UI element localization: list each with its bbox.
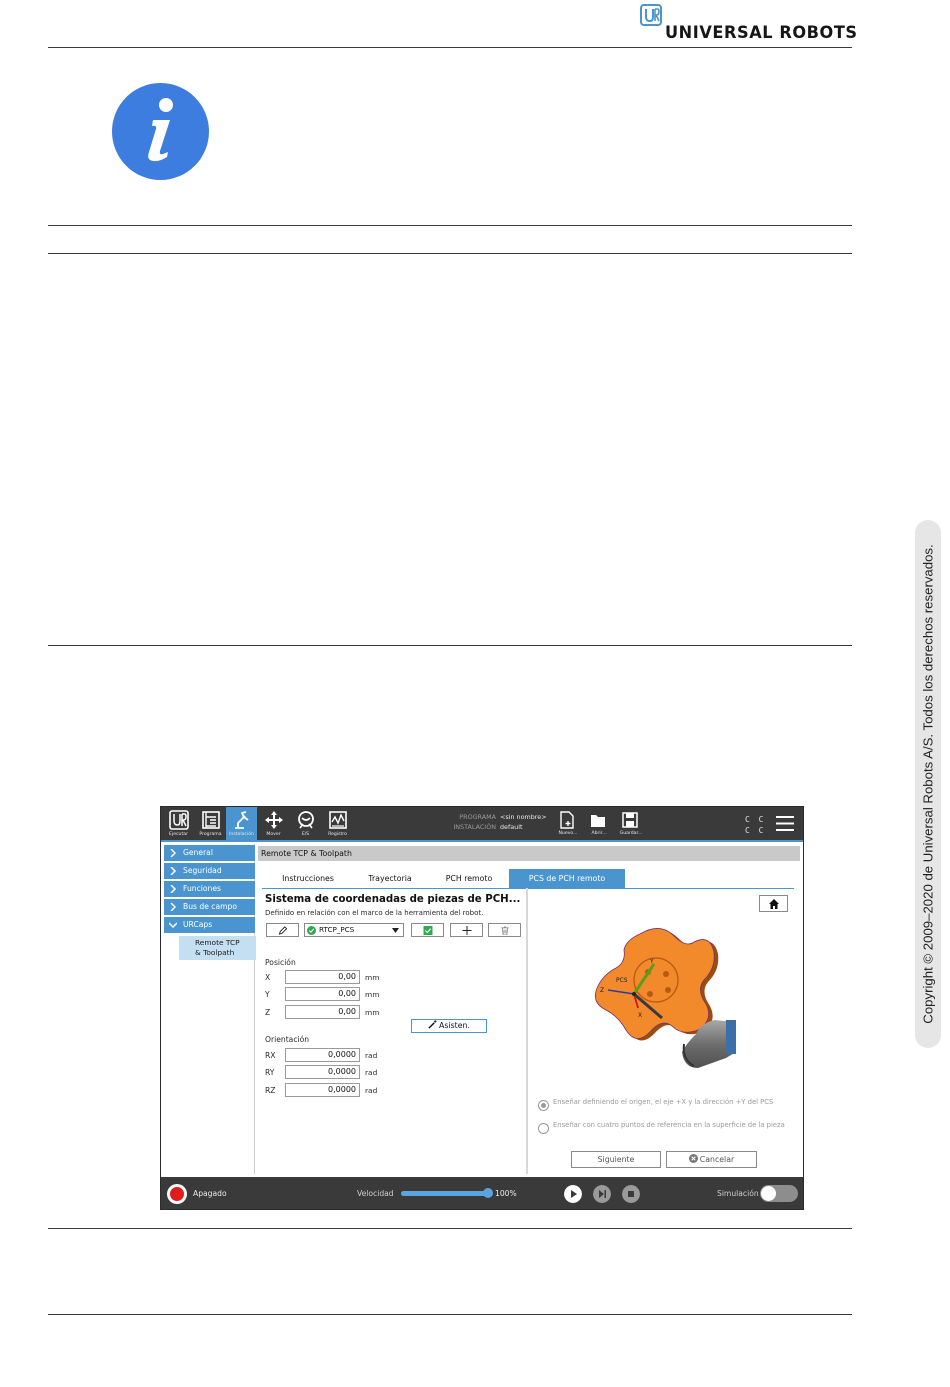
divider-rule xyxy=(48,253,852,254)
cancel-button[interactable] xyxy=(666,1151,757,1168)
topbar-accent xyxy=(161,840,803,842)
orientation-rz-field[interactable]: 0,0000 xyxy=(285,1083,360,1097)
content-title: Remote TCP & Toolpath xyxy=(258,846,800,861)
footer-rule xyxy=(48,1314,852,1315)
nav-installation-button[interactable] xyxy=(226,807,257,840)
option-text: Enseñar con cuatro puntos de referencia en la superficie de la pieza xyxy=(553,1121,785,1129)
delete-button[interactable] xyxy=(488,923,521,937)
sidebar-item-label: Funciones xyxy=(183,884,221,893)
radio-selected[interactable] xyxy=(538,1100,549,1111)
orientation-rx-field[interactable]: 0,0000 xyxy=(285,1048,360,1062)
sidebar-item-label: Bus de campo xyxy=(183,902,237,911)
radio-unselected[interactable] xyxy=(538,1123,549,1134)
plus-icon xyxy=(462,926,472,935)
nav-move-button[interactable] xyxy=(258,807,289,840)
program-icon xyxy=(201,810,221,830)
copyright-text: Copyright © 2009–2020 de Universal Robots A/S. Todos los derechos reservados. xyxy=(920,544,936,1024)
ur-logo-icon xyxy=(640,4,662,26)
speed-slider-handle[interactable] xyxy=(483,1188,493,1198)
sidebar-item-bus-de-campo[interactable] xyxy=(164,899,255,915)
position-x-field[interactable]: 0,00 xyxy=(285,970,360,984)
pcs-subtitle: Definido en relación con el marco de la herramienta del robot. xyxy=(265,909,484,917)
tab-pch-remoto[interactable]: PCH remoto xyxy=(445,874,493,883)
sidebar-item-urcaps[interactable] xyxy=(164,917,255,933)
sidebar-item-remote-tcp-toolpath[interactable] xyxy=(179,936,256,960)
pcs-dropdown-value: RTCP_PCS xyxy=(319,925,355,934)
divider-rule xyxy=(48,1228,852,1229)
check-circle-icon xyxy=(307,926,316,935)
program-line xyxy=(411,813,547,821)
axis-rx-label: RX xyxy=(265,1051,276,1060)
tab-instrucciones[interactable]: Instrucciones xyxy=(282,874,334,883)
nav-run-label: Ejecutar xyxy=(169,832,188,837)
nav-installation-label: Instalación xyxy=(229,832,254,837)
unit-mm: mm xyxy=(365,1008,380,1017)
set-default-button[interactable] xyxy=(411,923,444,937)
option-origin-axes[interactable] xyxy=(538,1098,790,1116)
nav-program-label: Programa xyxy=(199,832,222,837)
divider-rule xyxy=(48,225,852,226)
sidebar-item-seguridad[interactable] xyxy=(164,863,255,879)
wizard-button[interactable] xyxy=(411,1019,487,1033)
sidebar-item-label: URCaps xyxy=(183,920,213,929)
tab-trayectoria[interactable]: Trayectoria xyxy=(368,874,412,883)
tab-pcs-de-pch-remoto[interactable]: PCS de PCH remoto xyxy=(509,869,625,888)
program-name: <sin nombre> xyxy=(500,813,547,821)
home-icon xyxy=(769,899,779,909)
simulation-toggle-knob xyxy=(761,1186,776,1201)
cancel-label: Cancelar xyxy=(699,1155,735,1164)
nav-log-label: Registro xyxy=(328,832,347,837)
unit-mm: mm xyxy=(365,990,380,999)
magic-wand-icon xyxy=(428,1020,437,1029)
new-file-label: Nuevo... xyxy=(558,831,578,836)
polyscope-screenshot xyxy=(160,806,804,1210)
speed-value: 100% xyxy=(495,1189,517,1198)
chevron-right-icon xyxy=(169,849,177,857)
position-y-field[interactable]: 0,00 xyxy=(285,987,360,1001)
divider-rule xyxy=(48,645,852,646)
option-four-points[interactable] xyxy=(538,1121,790,1139)
trash-icon xyxy=(500,926,510,935)
close-circle-icon xyxy=(689,1154,698,1163)
chevron-down-icon xyxy=(169,921,177,929)
axis-rz-label: RZ xyxy=(265,1086,276,1095)
add-button[interactable] xyxy=(450,923,483,937)
z-axis-diagram-label: Z xyxy=(600,987,605,994)
unit-rad: rad xyxy=(365,1051,378,1060)
unit-rad: rad xyxy=(365,1068,378,1077)
top-navigation-bar xyxy=(161,807,803,840)
installation-robot-icon xyxy=(232,810,252,830)
nav-io-button[interactable] xyxy=(290,807,321,840)
brand-name: UNIVERSAL ROBOTS xyxy=(665,23,858,43)
installation-sidebar xyxy=(163,844,255,1174)
workpiece-pcs-illustration xyxy=(586,924,746,1084)
installation-name: default xyxy=(500,823,523,831)
position-label: Posición xyxy=(265,958,296,967)
pcs-diagram-label: PCS xyxy=(616,977,628,984)
installation-line xyxy=(411,823,523,831)
main-content xyxy=(256,844,802,1174)
folder-icon xyxy=(590,811,606,829)
universal-robots-logo xyxy=(640,4,858,44)
nav-program-button[interactable] xyxy=(195,807,226,840)
wizard-label: Asisten. xyxy=(439,1021,470,1030)
sidebar-item-general[interactable] xyxy=(164,845,255,861)
io-icon xyxy=(296,810,316,830)
nav-move-label: Mover xyxy=(266,832,281,837)
tab-underline xyxy=(262,888,794,889)
new-file-icon xyxy=(559,811,575,829)
speed-slider-fill xyxy=(401,1191,488,1196)
y-axis-diagram-label: Y xyxy=(650,958,654,965)
log-chart-icon xyxy=(328,810,348,830)
axis-y-label: Y xyxy=(265,990,270,999)
pencil-icon xyxy=(278,926,288,935)
orientation-label: Orientación xyxy=(265,1035,310,1044)
cc-line: C C xyxy=(745,815,766,824)
sidebar-item-label: General xyxy=(183,848,213,857)
pcs-title: Sistema de coordenadas de piezas de PCH... xyxy=(265,894,521,905)
hamburger-menu-icon[interactable] xyxy=(775,815,795,832)
open-file-button[interactable] xyxy=(585,809,613,839)
position-z-field[interactable]: 0,00 xyxy=(285,1005,360,1019)
pcs-dropdown[interactable] xyxy=(304,923,404,937)
header-rule xyxy=(48,47,852,48)
sidebar-item-label: Seguridad xyxy=(183,866,222,875)
axis-x-label: X xyxy=(265,973,271,982)
power-button[interactable] xyxy=(167,1184,187,1204)
default-check-icon xyxy=(423,926,433,935)
sidebar-item-funciones[interactable] xyxy=(164,881,255,897)
sidebar-sub-label: & Toolpath xyxy=(195,947,235,957)
info-circle-icon xyxy=(112,83,209,180)
chevron-right-icon xyxy=(169,867,177,875)
save-disk-icon xyxy=(622,811,638,829)
orientation-ry-field[interactable]: 0,0000 xyxy=(285,1065,360,1079)
unit-rad: rad xyxy=(365,1086,378,1095)
nav-run-button[interactable] xyxy=(163,807,194,840)
rename-button[interactable] xyxy=(266,923,299,937)
stop-icon[interactable] xyxy=(622,1185,640,1203)
unit-mm: mm xyxy=(365,973,380,982)
sidebar-sub-label: Remote TCP xyxy=(195,938,240,947)
speed-slider[interactable] xyxy=(401,1191,488,1196)
new-file-button[interactable] xyxy=(554,809,582,839)
speed-label: Velocidad xyxy=(357,1189,394,1198)
pane-divider xyxy=(526,888,528,1174)
step-icon[interactable] xyxy=(593,1185,611,1203)
simulation-label: Simulación xyxy=(717,1189,759,1198)
play-icon[interactable] xyxy=(564,1185,582,1203)
chevron-right-icon xyxy=(169,903,177,911)
dropdown-arrow-icon xyxy=(392,928,399,933)
save-file-label: Guardar... xyxy=(619,831,643,836)
x-axis-diagram-label: X xyxy=(638,1012,643,1019)
axis-z-label: Z xyxy=(265,1008,271,1017)
installation-key: INSTALACIÓN xyxy=(453,823,496,831)
save-file-button[interactable] xyxy=(617,809,645,839)
next-button[interactable]: Siguiente xyxy=(571,1151,661,1168)
status-footer xyxy=(161,1177,803,1209)
ur-run-icon xyxy=(169,810,189,830)
nav-log-button[interactable] xyxy=(322,807,353,840)
cc-indicator xyxy=(745,814,765,836)
option-text: Enseñar definiendo el origen, el eje +X y la dirección +Y del PCS xyxy=(553,1098,774,1106)
nav-io-label: E/S xyxy=(301,832,310,837)
simulation-toggle[interactable] xyxy=(760,1185,798,1202)
chevron-right-icon xyxy=(169,885,177,893)
robot-status: Apagado xyxy=(193,1189,227,1198)
move-arrows-icon xyxy=(264,810,284,830)
open-file-label: Abrir... xyxy=(591,831,607,836)
program-key: PROGRAMA xyxy=(459,813,496,821)
home-view-button[interactable] xyxy=(759,895,788,912)
cc-line: C C xyxy=(745,826,766,835)
axis-ry-label: RY xyxy=(265,1068,275,1077)
